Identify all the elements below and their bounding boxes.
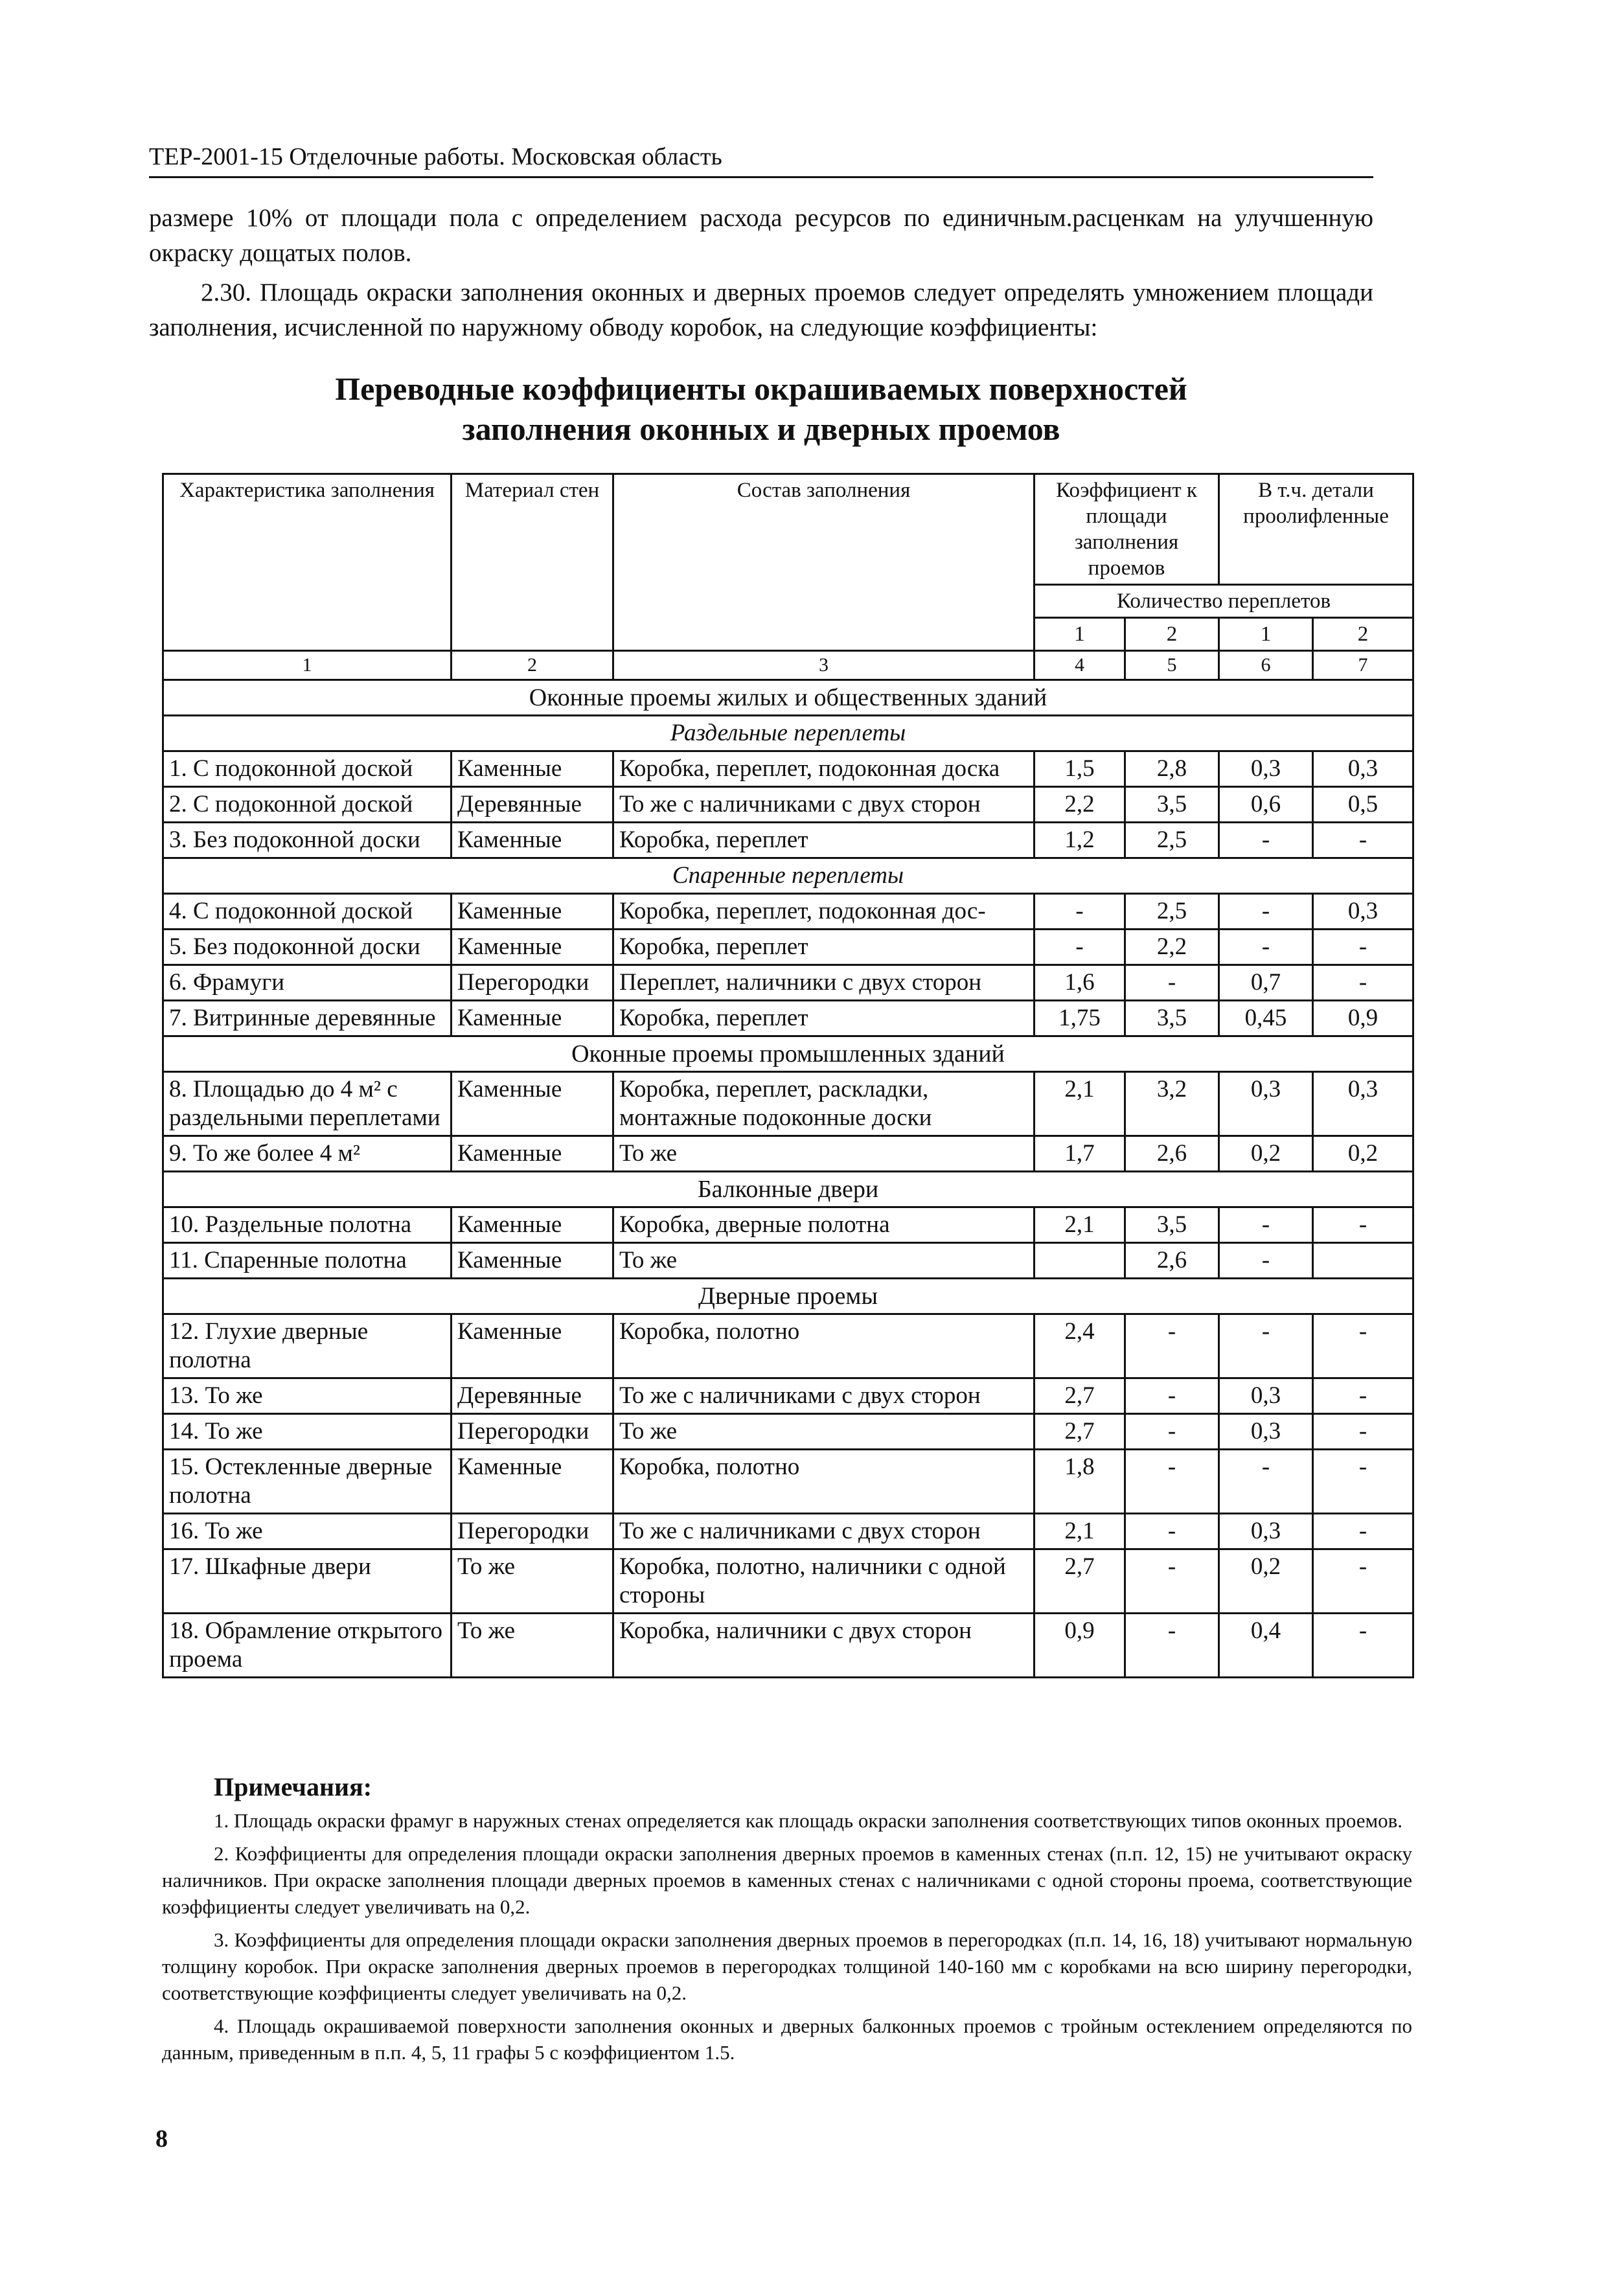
note-4: 4. Площадь окрашиваемой поверхности заполнения оконных и дверных балконных проемов с тройным остеклением определяются по данным, приведенным в п.п. 4, 5, 11 графы 5 с коэффициентом 1.5. bbox=[162, 2015, 1412, 2064]
cell-value: 0,3 bbox=[1219, 1514, 1313, 1549]
subsection-paired-frames: Спаренные переплеты bbox=[163, 858, 1413, 894]
cell-composition: То же bbox=[613, 1414, 1035, 1450]
cell-value: - bbox=[1313, 965, 1413, 1001]
cell-wall-material: Перегородки bbox=[452, 965, 613, 1001]
cell-value: 2,7 bbox=[1035, 1378, 1125, 1414]
cell-characteristic: 7. Витринные деревянные bbox=[163, 1001, 452, 1036]
cell-value: - bbox=[1125, 965, 1219, 1001]
cell-value bbox=[1313, 1243, 1413, 1279]
cell-wall-material: Деревянные bbox=[452, 1378, 613, 1414]
cell-value: 3,5 bbox=[1125, 787, 1219, 823]
intro-paragraph-1: размере 10% от площади пола с определением расхода ресурсов по единичным.расценкам на улучшенную окраску дощатых полов. bbox=[149, 204, 1373, 267]
header-composition: Состав заполнения bbox=[613, 474, 1035, 651]
cell-wall-material: Каменные bbox=[452, 1072, 613, 1136]
table-row bbox=[163, 1207, 1413, 1243]
note-2: 2. Коэффициенты для определения площади окраски заполнения дверных проемов в каменных стенах (п.п. 12, 15) не учитывают окраску наличников. При окраске заполнения площади дверных проемов в каменных стенах с наличниками с одной стороны проема, соответствующие коэффициенты следует увеличивать на 0,2. bbox=[162, 1842, 1412, 1918]
cell-wall-material: Перегородки bbox=[452, 1414, 613, 1450]
cell-characteristic: 15. Остекленные дверные полотна bbox=[163, 1450, 452, 1514]
cell-composition: Коробка, переплет bbox=[613, 1001, 1035, 1036]
cell-composition: Коробка, переплет bbox=[613, 823, 1035, 858]
cell-wall-material: Каменные bbox=[452, 1314, 613, 1378]
cell-value: - bbox=[1125, 1549, 1219, 1614]
cell-value: 3,5 bbox=[1125, 1001, 1219, 1036]
cell-value: 1,2 bbox=[1035, 823, 1125, 858]
cell-value: 2,1 bbox=[1035, 1072, 1125, 1136]
column-number: 7 bbox=[1313, 651, 1413, 680]
cell-wall-material: Каменные bbox=[452, 930, 613, 965]
cell-value: - bbox=[1313, 1378, 1413, 1414]
cell-composition: То же с наличниками с двух сторон bbox=[613, 787, 1035, 823]
cell-value: 0,6 bbox=[1219, 787, 1313, 823]
header-frames-1: 1 bbox=[1035, 618, 1125, 651]
cell-characteristic: 4. С подоконной доской bbox=[163, 894, 452, 930]
section-balcony-doors: Балконные двери bbox=[163, 1172, 1413, 1207]
header-wall-material: Материал стен bbox=[452, 474, 613, 651]
cell-composition: То же bbox=[613, 1136, 1035, 1172]
cell-composition: Переплет, наличники с двух сторон bbox=[613, 965, 1035, 1001]
cell-value: 0,3 bbox=[1219, 1414, 1313, 1450]
cell-value: - bbox=[1313, 1414, 1413, 1450]
table-row bbox=[163, 894, 1413, 930]
cell-value: 0,7 bbox=[1219, 965, 1313, 1001]
cell-characteristic: 10. Раздельные полотна bbox=[163, 1207, 452, 1243]
cell-value: - bbox=[1125, 1414, 1219, 1450]
cell-value: 1,6 bbox=[1035, 965, 1125, 1001]
cell-composition: Коробка, переплет bbox=[613, 930, 1035, 965]
note-3: 3. Коэффициенты для определения площади окраски заполнения дверных проемов в перегородках (п.п. 14, 16, 18) учитывают нормальную толщину коробок. При окраске заполнения дверных проемов в перегородках толщиной 140-160 мм с коробками на всю ширину перегородки, соответствующие коэффициенты следует увеличивать на 0,2. bbox=[162, 1928, 1412, 2004]
cell-value: 0,2 bbox=[1219, 1549, 1313, 1614]
cell-wall-material: Каменные bbox=[452, 1001, 613, 1036]
cell-value: 0,3 bbox=[1313, 894, 1413, 930]
cell-value: - bbox=[1219, 823, 1313, 858]
cell-wall-material: Перегородки bbox=[452, 1514, 613, 1549]
cell-value: - bbox=[1035, 894, 1125, 930]
cell-wall-material: Каменные bbox=[452, 1136, 613, 1172]
cell-value: - bbox=[1313, 823, 1413, 858]
cell-value: - bbox=[1125, 1514, 1219, 1549]
cell-composition: То же с наличниками с двух сторон bbox=[613, 1514, 1035, 1549]
cell-characteristic: 8. Площадью до 4 м² с раздельными переплетами bbox=[163, 1072, 452, 1136]
cell-value: 1,5 bbox=[1035, 751, 1125, 787]
cell-value: 0,3 bbox=[1219, 1378, 1313, 1414]
cell-value: 3,5 bbox=[1125, 1207, 1219, 1243]
table-row bbox=[163, 1549, 1413, 1614]
header-coefficient: Коэффициент к площади заполнения проемов bbox=[1035, 474, 1219, 585]
header-frames-count: Количество переплетов bbox=[1035, 585, 1413, 618]
cell-characteristic: 14. То же bbox=[163, 1414, 452, 1450]
subsection-separate-frames: Раздельные переплеты bbox=[163, 716, 1413, 751]
cell-value: 2,8 bbox=[1125, 751, 1219, 787]
cell-value: 2,5 bbox=[1125, 894, 1219, 930]
section-residential-windows: Оконные проемы жилых и общественных зданий bbox=[163, 680, 1413, 716]
cell-value: 0,2 bbox=[1219, 1136, 1313, 1172]
cell-value: 2,4 bbox=[1035, 1314, 1125, 1378]
cell-wall-material: То же bbox=[452, 1614, 613, 1678]
header-frames-2: 2 bbox=[1125, 618, 1219, 651]
cell-characteristic: 18. Обрамление открытого проема bbox=[163, 1614, 452, 1678]
cell-characteristic: 9. То же более 4 м² bbox=[163, 1136, 452, 1172]
table-row bbox=[163, 930, 1413, 965]
table-title-line-1: Переводные коэффициенты окрашиваемых поверхностей bbox=[335, 371, 1187, 407]
cell-value: 0,9 bbox=[1035, 1614, 1125, 1678]
cell-characteristic: 11. Спаренные полотна bbox=[163, 1243, 452, 1279]
coefficients-table bbox=[162, 473, 1414, 1678]
table-row bbox=[163, 1450, 1413, 1514]
table-row bbox=[163, 823, 1413, 858]
cell-wall-material: Каменные bbox=[452, 894, 613, 930]
column-number: 3 bbox=[613, 651, 1035, 680]
header-characteristic: Характеристика заполнения bbox=[163, 474, 452, 651]
cell-characteristic: 6. Фрамуги bbox=[163, 965, 452, 1001]
cell-value: - bbox=[1219, 930, 1313, 965]
cell-characteristic: 16. То же bbox=[163, 1514, 452, 1549]
cell-value: - bbox=[1313, 930, 1413, 965]
header-frames-2b: 2 bbox=[1313, 618, 1413, 651]
cell-value: 0,3 bbox=[1219, 751, 1313, 787]
cell-value: 0,4 bbox=[1219, 1614, 1313, 1678]
header-oiled-parts: В т.ч. детали проолифленные bbox=[1219, 474, 1413, 585]
cell-composition: Коробка, полотно bbox=[613, 1314, 1035, 1378]
cell-value bbox=[1035, 1243, 1125, 1279]
cell-wall-material: Каменные bbox=[452, 751, 613, 787]
cell-value: 2,6 bbox=[1125, 1243, 1219, 1279]
cell-value: 1,8 bbox=[1035, 1450, 1125, 1514]
page-number: 8 bbox=[155, 2125, 168, 2153]
running-header: ТЕР-2001-15 Отделочные работы. Московская область bbox=[149, 143, 1373, 178]
cell-wall-material: Каменные bbox=[452, 823, 613, 858]
cell-composition: Коробка, переплет, подоконная доска bbox=[613, 751, 1035, 787]
cell-value: - bbox=[1125, 1614, 1219, 1678]
cell-composition: Коробка, наличники с двух сторон bbox=[613, 1614, 1035, 1678]
cell-value: 0,45 bbox=[1219, 1001, 1313, 1036]
cell-value: 0,2 bbox=[1313, 1136, 1413, 1172]
cell-value: - bbox=[1313, 1614, 1413, 1678]
note-1: 1. Площадь окраски фрамуг в наружных стенах определяется как площадь окраски заполнения соответствующих типов оконных проемов. bbox=[214, 1809, 1403, 1832]
cell-value: - bbox=[1219, 1450, 1313, 1514]
cell-characteristic: 3. Без подоконной доски bbox=[163, 823, 452, 858]
cell-characteristic: 12. Глухие дверные полотна bbox=[163, 1314, 452, 1378]
table-row bbox=[163, 1072, 1413, 1136]
cell-composition: Коробка, полотно bbox=[613, 1450, 1035, 1514]
cell-value: - bbox=[1219, 894, 1313, 930]
cell-value: 2,1 bbox=[1035, 1207, 1125, 1243]
table-row bbox=[163, 1614, 1413, 1678]
cell-value: 0,3 bbox=[1219, 1072, 1313, 1136]
cell-value: - bbox=[1219, 1243, 1313, 1279]
column-numbers-row bbox=[163, 651, 1413, 680]
cell-value: - bbox=[1219, 1314, 1313, 1378]
table-row bbox=[163, 1243, 1413, 1279]
cell-characteristic: 2. С подоконной доской bbox=[163, 787, 452, 823]
cell-value: 2,5 bbox=[1125, 823, 1219, 858]
cell-value: 1,75 bbox=[1035, 1001, 1125, 1036]
cell-value: - bbox=[1035, 930, 1125, 965]
cell-wall-material: То же bbox=[452, 1549, 613, 1614]
column-number: 5 bbox=[1125, 651, 1219, 680]
table-row bbox=[163, 1414, 1413, 1450]
cell-value: 1,7 bbox=[1035, 1136, 1125, 1172]
cell-composition: Коробка, дверные полотна bbox=[613, 1207, 1035, 1243]
cell-value: 2,2 bbox=[1035, 787, 1125, 823]
table-title-line-2: заполнения оконных и дверных проемов bbox=[462, 411, 1060, 447]
column-number: 6 bbox=[1219, 651, 1313, 680]
cell-wall-material: Каменные bbox=[452, 1450, 613, 1514]
column-number: 4 bbox=[1035, 651, 1125, 680]
cell-wall-material: Каменные bbox=[452, 1207, 613, 1243]
notes-block bbox=[162, 1807, 1412, 2072]
cell-value: 0,9 bbox=[1313, 1001, 1413, 1036]
cell-composition: То же bbox=[613, 1243, 1035, 1279]
cell-value: - bbox=[1125, 1450, 1219, 1514]
cell-value: - bbox=[1313, 1450, 1413, 1514]
column-number: 1 bbox=[163, 651, 452, 680]
cell-value: - bbox=[1313, 1207, 1413, 1243]
cell-value: 2,7 bbox=[1035, 1414, 1125, 1450]
header-frames-1b: 1 bbox=[1219, 618, 1313, 651]
cell-value: 2,7 bbox=[1035, 1549, 1125, 1614]
cell-value: - bbox=[1125, 1378, 1219, 1414]
column-number: 2 bbox=[452, 651, 613, 680]
cell-value: 0,3 bbox=[1313, 751, 1413, 787]
cell-wall-material: Каменные bbox=[452, 1243, 613, 1279]
cell-composition: То же с наличниками с двух сторон bbox=[613, 1378, 1035, 1414]
section-industrial-windows: Оконные проемы промышленных зданий bbox=[163, 1036, 1413, 1072]
table-row bbox=[163, 1001, 1413, 1036]
cell-value: 0,5 bbox=[1313, 787, 1413, 823]
cell-characteristic: 17. Шкафные двери bbox=[163, 1549, 452, 1614]
cell-value: 0,3 bbox=[1313, 1072, 1413, 1136]
table-row bbox=[163, 1514, 1413, 1549]
cell-value: - bbox=[1313, 1514, 1413, 1549]
cell-value: 3,2 bbox=[1125, 1072, 1219, 1136]
cell-value: - bbox=[1219, 1207, 1313, 1243]
table-row bbox=[163, 751, 1413, 787]
cell-value: - bbox=[1313, 1549, 1413, 1614]
cell-characteristic: 13. То же bbox=[163, 1378, 452, 1414]
table-row bbox=[163, 965, 1413, 1001]
table-row bbox=[163, 1136, 1413, 1172]
cell-value: - bbox=[1313, 1314, 1413, 1378]
section-door-openings: Дверные проемы bbox=[163, 1279, 1413, 1314]
table-row bbox=[163, 1378, 1413, 1414]
cell-value: - bbox=[1125, 1314, 1219, 1378]
notes-title: Примечания: bbox=[214, 1772, 372, 1801]
cell-value: 2,6 bbox=[1125, 1136, 1219, 1172]
cell-value: 2,2 bbox=[1125, 930, 1219, 965]
intro-paragraph-2: 2.30. Площадь окраски заполнения оконных и дверных проемов следует определять умножением площади заполнения, исчисленной по наружному обводу коробок, на следующие коэффициенты: bbox=[149, 279, 1373, 341]
cell-composition: Коробка, полотно, наличники с одной стороны bbox=[613, 1549, 1035, 1614]
table-row bbox=[163, 1314, 1413, 1378]
cell-value: 2,1 bbox=[1035, 1514, 1125, 1549]
cell-characteristic: 5. Без подоконной доски bbox=[163, 930, 452, 965]
cell-composition: Коробка, переплет, раскладки, монтажные подоконные доски bbox=[613, 1072, 1035, 1136]
cell-composition: Коробка, переплет, подоконная дос- bbox=[613, 894, 1035, 930]
cell-wall-material: Деревянные bbox=[452, 787, 613, 823]
table-row bbox=[163, 787, 1413, 823]
cell-characteristic: 1. С подоконной доской bbox=[163, 751, 452, 787]
